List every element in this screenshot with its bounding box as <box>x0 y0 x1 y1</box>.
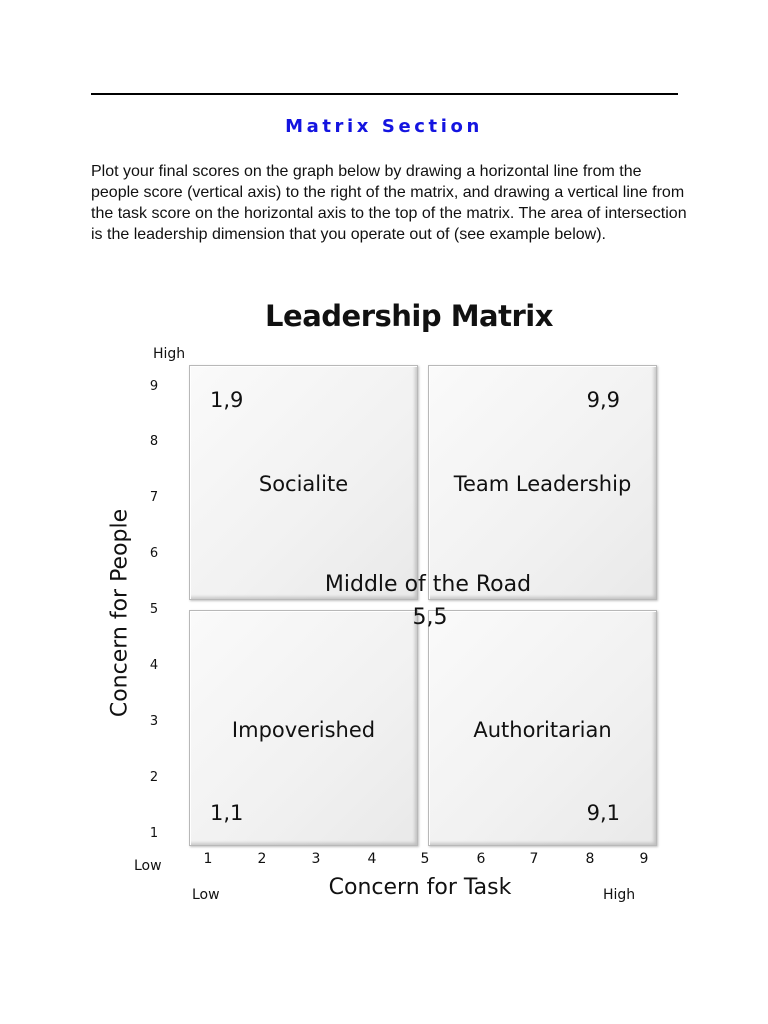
x-tick: 1 <box>203 851 213 867</box>
instructions-paragraph: Plot your final scores on the graph below by drawing a horizontal line from the people score (vertical axis) to the right of the matrix, and drawing a vertical line from the task score on the horizontal axis to the top of the matrix. The area of intersection is the leadership dimension that you operate out of (see example below). <box>91 163 687 243</box>
x-tick: 9 <box>639 851 649 867</box>
section-title: Matrix Section <box>285 116 483 137</box>
x-axis-high-label: High <box>603 887 636 903</box>
quadrant-socialite <box>189 365 418 600</box>
center-coord: 5,5 <box>412 605 448 630</box>
x-tick: 4 <box>367 851 377 867</box>
x-tick: 3 <box>311 851 321 867</box>
y-axis-low-label: Low <box>134 858 162 874</box>
quadrant-coord: 9,9 <box>586 388 620 412</box>
quadrant-name: Team Leadership <box>453 472 632 496</box>
quadrant-authoritarian <box>428 610 657 846</box>
quadrant-name: Impoverished <box>231 718 376 742</box>
x-tick: 7 <box>529 851 539 867</box>
y-axis-high-label: High <box>153 346 186 362</box>
quadrant-name: Authoritarian <box>473 718 612 742</box>
x-tick: 5 <box>420 851 430 867</box>
y-tick: 6 <box>149 546 159 561</box>
x-tick: 8 <box>585 851 595 867</box>
y-tick: 9 <box>149 379 159 394</box>
quadrant-coord: 1,9 <box>210 388 244 412</box>
center-name: Middle of the Road <box>324 572 532 597</box>
y-tick: 3 <box>149 714 159 729</box>
quadrant-name: Socialite <box>258 472 349 496</box>
x-axis-title: Concern for Task <box>328 875 512 900</box>
y-axis-title: Concern for People <box>107 508 133 718</box>
quadrant-team-leadership <box>428 365 657 600</box>
x-tick: 6 <box>476 851 486 867</box>
x-axis-low-label: Low <box>192 887 220 903</box>
x-tick: 2 <box>257 851 267 867</box>
y-tick: 8 <box>149 434 159 449</box>
matrix-title: Leadership Matrix <box>265 299 553 333</box>
y-tick: 7 <box>149 490 159 505</box>
y-tick: 2 <box>149 770 159 785</box>
top-rule <box>91 93 678 95</box>
quadrant-coord: 9,1 <box>586 801 620 825</box>
y-tick: 4 <box>149 658 159 673</box>
y-tick: 1 <box>149 826 159 841</box>
y-tick: 5 <box>149 602 159 617</box>
quadrant-impoverished <box>189 610 418 846</box>
quadrant-coord: 1,1 <box>210 801 244 825</box>
